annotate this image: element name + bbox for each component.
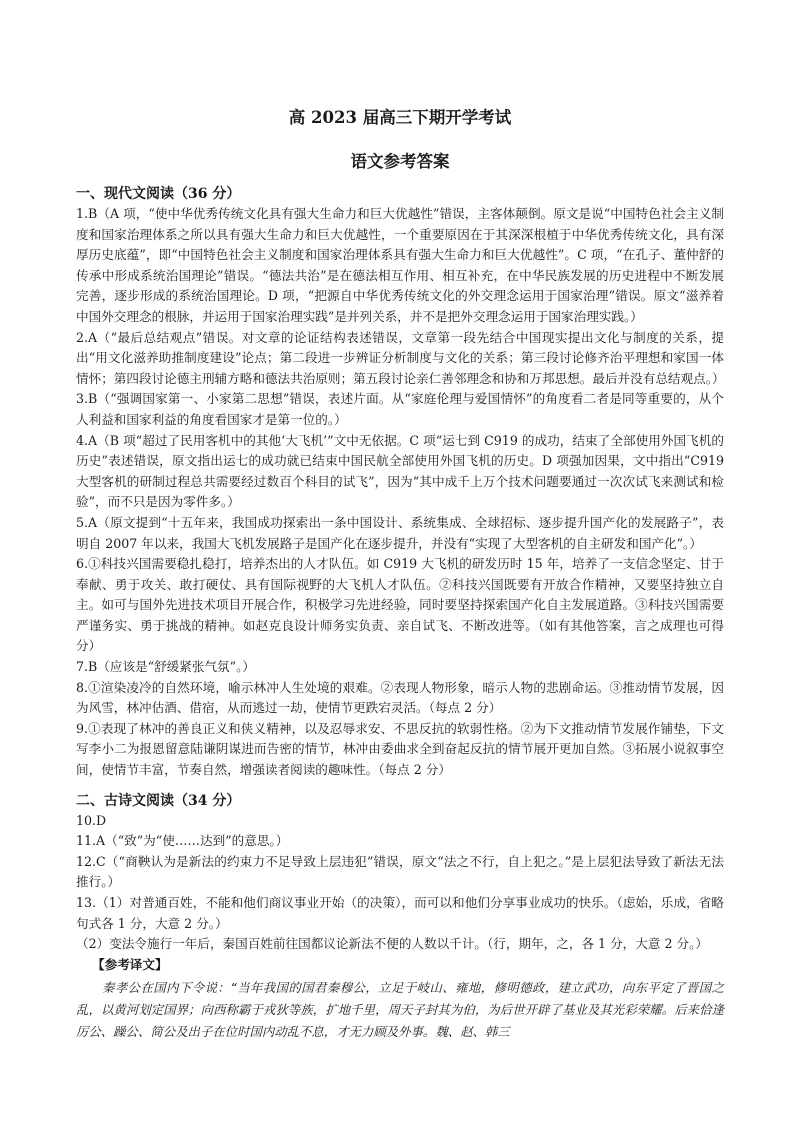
- section-heading-classical-reading: 二、古诗文阅读（34 分）: [76, 792, 241, 809]
- answer-item-7: 7.B（应该是“舒缓紧张气氛”。）: [76, 659, 255, 675]
- answer-item-9: 9.①表现了林冲的善良正义和侠义精神，以及忍辱求安、不思反抗的软弱性格。②为下文推动情节发展作铺垫，下文写李小二为报恩留意陆谦阴谋进而告密的情节，林冲由委曲求全到奋起反抗的情节展开更加自然。③拓展小说叙事空间，使情节丰富，节奏自然，增强读者阅读的趣味性。（每点 2 分）: [76, 720, 724, 778]
- answer-item-11: 11.A（“致”为“使……达到”的意思。）: [76, 833, 289, 849]
- reference-translation-text: 秦孝公在国内下令说：“当年我国的国君秦穆公，立足于岐山、雍地，修明德政，建立武功，向东平定了晋国之乱，以黄河划定国界；向西称霸于戎狄等族，扩地千里，周天子封其为伯，为后世开辟了基业及其光彩荣耀。后来恰逢厉公、躁公、简公及出子在位时国内动乱不息，才无力顾及外事。魏、赵、韩三: [76, 980, 724, 1040]
- section-heading-modern-reading: 一、现代文阅读（36 分）: [76, 186, 241, 202]
- answer-item-12: 12.C（“商鞅认为是新法的约束力不足导致上层违犯”错误，原文“法之不行，自上犯之。”是上层犯法导致了新法无法推行。）: [76, 853, 724, 890]
- document-subtitle: 语文参考答案: [350, 152, 450, 171]
- answer-item-6: 6.①科技兴国需要稳扎稳打，培养杰出的人才队伍。如 C919 大飞机的研发历时 15 年，培养了一支信念坚定、甘于奉献、勇于攻关、敢打硬仗、具有国际视野的大飞机人才队伍。②科技兴国既要有开放合作精神，又要坚持独立自主。如可与国外先进技术项目开展合作，积极学习先进经验，同时要坚持探索国产化自主发展道路。③科技兴国需要严谨务实、勇于挑战的精神。如赵克良设计师务实负责、亲自试飞、不断改进等。（如有其他答案，言之成理也可得分）: [76, 556, 724, 654]
- answer-item-5: 5.A（原文提到“十五年来，我国成功探索出一条中国设计、系统集成、全球招标、逐步提升国产化的发展路子”，表明自 2007 年以来，我国大飞机发展路子是国产化在逐步提升，并没有“实现了大型客机的自主研发和国产化”。）: [76, 514, 724, 551]
- reference-translation-heading: 【参考译文】: [92, 956, 168, 972]
- answer-item-4: 4.A（B 项“超过了民用客机中的其他‘大飞机’”文中无依据。C 项“运七到 C919 的成功，结束了全部使用外国飞机的历史”表述错误，原文指出运七的成功就已结束中国民航全部使用外国飞机的历史。D 项强加因果，文中指出“C919 大型客机的研制过程总共需要经过数百个科目的试飞”，因为“其中成千上万个技术问题要通过一次次试飞来测试和检验”，而不只是因为零件多。）: [76, 432, 724, 510]
- answer-item-8: 8.①渲染凌冷的自然环境，喻示林冲人生处境的艰难。②表现人物形象，暗示人物的悲剧命运。③推动情节发展，因为风雪，林冲估酒、借宿，从而逃过一劫，使情节更跌宕灵活。（每点 2 分）: [76, 679, 724, 716]
- answer-item-13-part-1: 13.（1）对普通百姓，不能和他们商议事业开始（的决策），而可以和他们分享事业成功的快乐。（虑始，乐成，省略句式各 1 分，大意 2 分。）: [76, 895, 724, 931]
- answer-item-2: 2.A（“最后总结观点”错误。对文章的论证结构表述错误，文章第一段先结合中国现实提出文化与制度的关系，提出“用文化滋养助推制度建设”论点；第二段进一步辨证分析制度与文化的关系；第三段讨论修齐治平理想和家国一体情怀；第四段讨论德主刑辅方略和德法共治原则；第五段讨论亲仁善邻理念和协和万邦思想。最后并没有总结观点。）: [76, 329, 725, 386]
- answer-item-1: 1.B（A 项，“使中华优秀传统文化具有强大生命力和巨大优越性”错误，主客体颠倒。原文是说“中国特色社会主义制度和国家治理体系之所以具有强大生命力和巨大优越性，一个重要原因在于其深深根植于中华优秀传统文化，具有深厚历史底蕴”，即“中国特色社会主义制度和国家治理体系具有强大生命力和巨大优越性”。C 项，“在孔子、董仲舒的传承中形成系统治国理论”错误。“德法共治”是在德法相互作用、相互补充，在中华民族发展的历史进程中不断发展完善，逐步形成的系统治国理论。D 项，“把源自中华优秀传统文化的外交理念运用于国家治理”错误。原文“滋养着中国外交理念的根脉，并运用于国家治理实践”是并列关系，并不是把外交理念运用于国家治理实践。）: [76, 206, 724, 324]
- answer-item-10: 10.D: [76, 812, 107, 828]
- answer-item-13-part-2: （2）变法令施行一年后，秦国百姓前往国都议论新法不便的人数以千计。（行，期年，之，各 1 分，大意 2 分。）: [76, 936, 708, 952]
- document-title: 高 2023 届高三下期开学考试: [288, 108, 512, 127]
- answer-item-3: 3.B（“强调国家第一、小家第二思想”错误，表述片面。从“家庭伦理与爱国情怀”的角度看二者是同等重要的，从个人利益和国家利益的角度看国家才是第一位的。）: [76, 391, 724, 427]
